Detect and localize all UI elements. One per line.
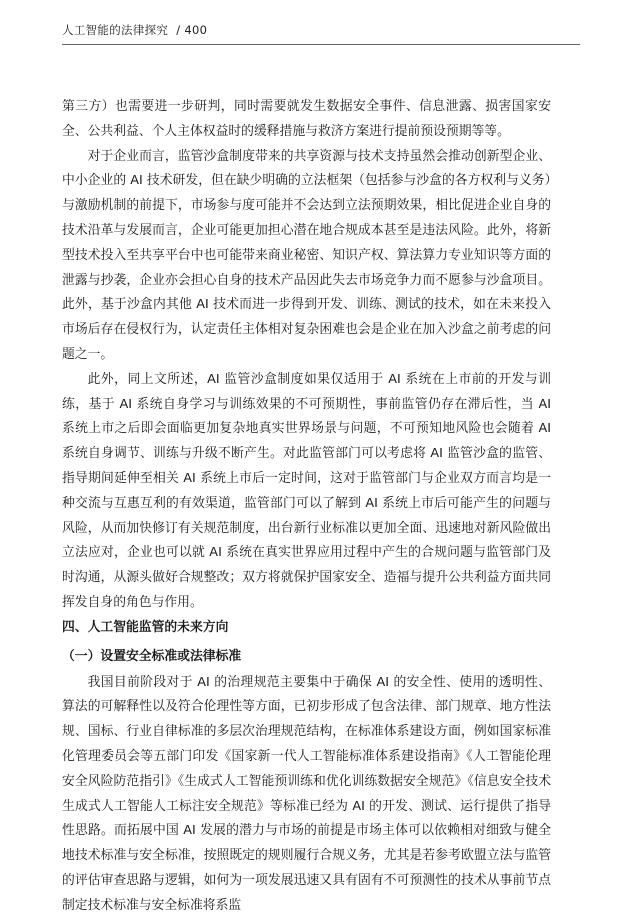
- paragraph-continued: 第三方）也需要进一步研判，同时需要就发生数据安全事件、信息泄露、损害国家安全、公共利益、个人主体权益时的缓释措施与救济方案进行提前预设预期等等。: [62, 99, 551, 139]
- paragraph-post-market: 此外，同上文所述，AI 监管沙盒制度如果仅适用于 AI 系统在上市前的开发与训练，基于 AI 系统自身学习与训练效果的不可预期性，事前监管仍存在滞后性，当 AI 系统上市之后即会面临更加复杂地真实世界场景与问题，不可预知地风险也会随着 AI 系统自身调节、训练与升级不断产生。对此监管部门可以考虑将 AI 监管沙盒的监管、指导期间延伸至相关 AI 系统上市后一定时间，这对于监管部门与企业双方而言均是一种交流与互惠互利的有效渠道，监管部门可以了解到 AI 系统上市后可能产生的问题与风险，从而加快修订有关规范制度，出台新行业标准以更加全面、迅速地对新风险做出立法应对，企业也可以就 AI 系统在真实世界应用过程中产生的合规问题与监管部门及时沟通，从源头做好合规整改；双方将就保护国家安全、造福与提升公共利益方面共同挥发自身的角色与作用。: [62, 371, 551, 610]
- header-divider: [62, 44, 580, 45]
- running-header: [62, 22, 207, 38]
- paragraph-standards: 我国目前阶段对于 AI 的治理规范主要集中于确保 AI 的安全性、使用的透明性、算法的可解释性以及符合伦理性等方面，已初步形成了包含法律、部门规章、地方性法规、国标、行业自律标准的多层次治理规范结构，在标准体系建设方面，例如国家标准化管理委员会等五部门印发《国家新一代人工智能标准体系建设指南》《人工智能伦理安全风险防范指引》《生成式人工智能预训练和优化训练数据安全规范》《信息安全技术生成式人工智能人工标注安全规范》等标准已经为 AI 的开发、测试、运行提供了指导性思路。而拓展中国 AI 发展的潜力与市场的前提是市场主体可以依赖相对细致与健全地技术标准与安全标准，按照既定的规则履行合规义务，尤其是若参考欧盟立法与监管的评估审查思路与逻辑，如何为一项发展迅速又具有固有不可预测性的技术从事前节点制定技术标准与安全标准将系监: [62, 674, 551, 913]
- subsection-heading: （一）设置安全标准或法律标准: [62, 648, 242, 664]
- book-title: 人工智能的法律探究: [62, 23, 169, 37]
- page-body: [62, 95, 551, 919]
- page-number: / 400: [176, 23, 208, 37]
- section-heading: 四、人工智能监管的未来方向: [62, 619, 229, 635]
- paragraph-enterprise: 对于企业而言，监管沙盒制度带来的共享资源与技术支持虽然会推动创新型企业、中小企业的 AI 技术研发，但在缺少明确的立法框架（包括参与沙盒的各方权利与义务）与激励机制的前提下，市场参与度可能并不会达到立法预期效果，相比促进企业自身的技术沿革与发展而言，企业可能更加担心潜在地合规成本甚至是违法风险。此外，将新型技术投入至共享平台中也可能带来商业秘密、知识产权、算法算力专业知识等方面的泄露与抄袭，企业亦会担心自身的技术产品因此失去市场竞争力而不愿参与沙盒项目。此外，基于沙盒内其他 AI 技术而进一步得到开发、训练、测试的技术，如在未来投入市场后存在侵权行为，认定责任主体相对复杂困难也会是企业在加入沙盒之前考虑的问题之一。: [62, 148, 551, 362]
